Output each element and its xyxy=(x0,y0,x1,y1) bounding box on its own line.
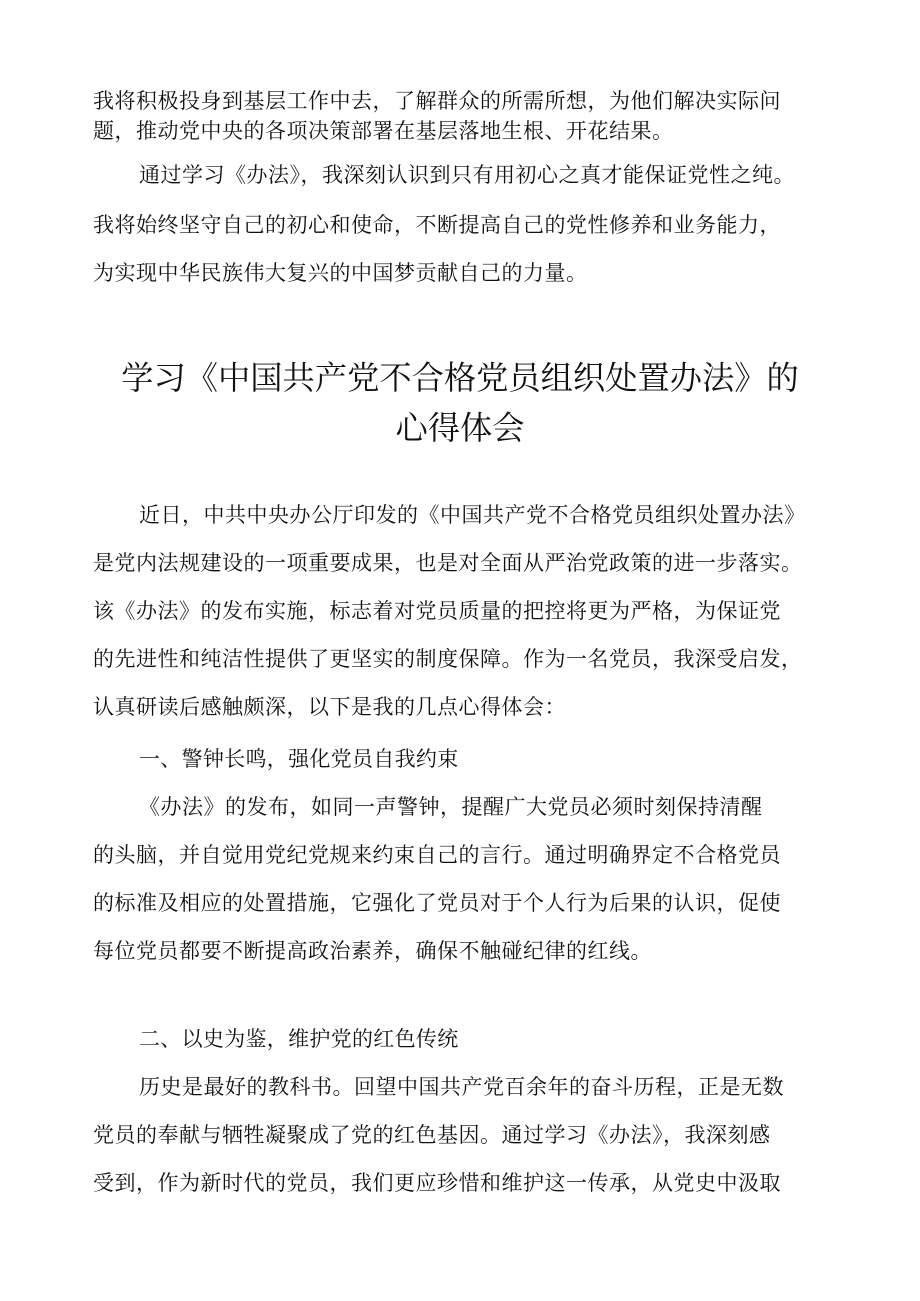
intro-line-4: 我将始终坚守自己的初心和使命，不断提高自己的党性修养和业务能力， xyxy=(93,213,781,237)
paragraph-1-line-1: 近日，中共中央办公厅印发的《中国共产党不合格党员组织处置办法》 xyxy=(139,503,806,527)
paragraph-1-line-4: 的先进性和纯洁性提供了更坚实的制度保障。作为一名党员，我深受启发， xyxy=(93,647,803,671)
section-1-line-4: 每位党员都要不断提高政治素养，确保不触碰纪律的红线。 xyxy=(93,939,652,963)
section-2-line-1: 历史是最好的教科书。回望中国共产党百余年的奋斗历程，正是无数 xyxy=(139,1075,784,1099)
section-1-heading: 一、警钟长鸣，强化党员自我约束 xyxy=(139,747,459,771)
section-1-line-2: 的头脑，并自觉用党纪党规来约束自己的言行。通过明确界定不合格党员 xyxy=(93,843,781,867)
section-2-heading: 二、以史为鉴，维护党的红色传统 xyxy=(139,1027,459,1051)
intro-line-5: 为实现中华民族伟大复兴的中国梦贡献自己的力量。 xyxy=(93,261,588,285)
intro-line-3: 通过学习《办法》，我深刻认识到只有用初心之真才能保证党性之纯。 xyxy=(139,163,795,187)
section-1-line-1: 《办法》的发布，如同一声警钟，提醒广大党员必须时刻保持清醒 xyxy=(139,795,763,819)
paragraph-1-line-5: 认真研读后感触颇深，以下是我的几点心得体会： xyxy=(93,695,566,719)
section-2-line-2: 党员的奉献与牺牲凝聚成了党的红色基因。通过学习《办法》，我深刻感 xyxy=(93,1123,771,1147)
intro-line-2: 题，推动党中央的各项决策部署在基层落地生根、开花结果。 xyxy=(93,119,674,143)
paragraph-1-line-2: 是党内法规建设的一项重要成果，也是对全面从严治党政策的进一步落实。 xyxy=(93,551,803,575)
intro-line-1: 我将积极投身到基层工作中去，了解群众的所需所想，为他们解决实际问 xyxy=(93,89,781,113)
article-title-line-1: 学习《中国共产党不合格党员组织处置办法》的 xyxy=(121,359,799,397)
paragraph-1-line-3: 该《办法》的发布实施，标志着对党员质量的把控将更为严格，为保证党 xyxy=(93,599,781,623)
section-2-line-3: 受到，作为新时代的党员，我们更应珍惜和维护这一传承，从党史中汲取 xyxy=(93,1171,781,1195)
section-1-line-3: 的标准及相应的处置措施，它强化了党员对于个人行为后果的认识，促使 xyxy=(93,891,781,915)
article-title-line-2: 心得体会 xyxy=(395,409,525,447)
